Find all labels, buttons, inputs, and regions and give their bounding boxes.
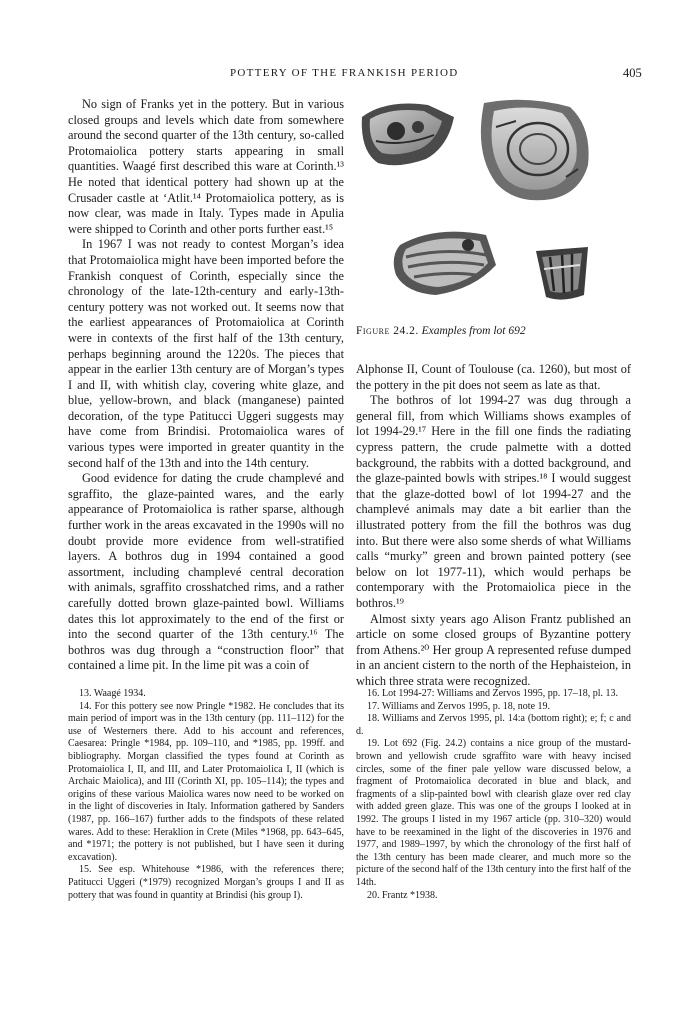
footnote: 16. Lot 1994-27: Williams and Zervos 1995, pp. 17–18, pl. 13. — [367, 688, 619, 699]
paragraph: Good evidence for dating the crude champlevé and sgraffito, the glaze-painted wares, and the early appearance of Protomaiolica is rather sparse, although further work in the areas excavated in the 1990s will no doubt provide more evidence from well-stratified layers. A bothros dug in 1994 contained a good assortment, including champlevé central decoration with animals, sgraffito crosshatched rims, and a rather carefully dotted brown glaze-painted bowl. Williams dates this lot approximately to the end of the first or into the second quarter of the 13th century.¹⁶ The bothros was dug through a “construction floor” that contained a lime pit. In the lime pit was a coin of — [68, 471, 344, 673]
sherd-bottom-right — [536, 247, 588, 300]
footnote: 14. For this pottery see now Pringle *1982. He concludes that its main period of import was in the 13th century (pp. 111–112) for the use of Westerners there. Add to his account and references, Caesarea: Pringle *1984, pp. 109–110, and *1985, pp. 199ff. and bibliography. Morgan classified the types found at Corinth as Protomaiolica I, II, and III, and Later Protomaiolica I, II (which is Archaic Maiolica), and III (Corinth XI, pp. 105–114); the types and origins of these various Maiolica wares now need to be worked on in the light of discoveries in Italy. Information gathered by Sanders (1987, pp. 166–167) further adds to the findspots of these related wares. Add to these: Heraklion in Crete (Miles *1968, pp. 643–645, and *1971; the pottery is not published, but I have seen it during excavation). — [68, 700, 344, 863]
footnote: 15. See esp. Whitehouse *1986, with the references there; Patitucci Uggeri (*1979) recognized Morgan’s groups I and II as pottery that was found in quantity at Brindisi (his group I). — [68, 864, 344, 901]
paragraph: The bothros of lot 1994-27 was dug through a general fill, from which Williams shows examples of lot 1994-29.¹⁷ Here in the fill one finds the radiating cypress pattern, the crude palmette with a dotted background, the rabbits with a dotted background, and the glaze-painted bowls with stripes.¹⁸ I would suggest that the glaze-dotted bowl of lot 1994-27 and the champlevé animals may date a bit earlier than the illustrated pottery from the fill the bothros was dug into. But there were also some sherds of what Williams calls “murky” green and brown painted pottery (see below on lot 1977-11), which would perhaps be contemporary with the Protomaiolica piece in the bothros.¹⁹ — [356, 393, 631, 610]
paragraph: No sign of Franks yet in the pottery. But in various closed groups and levels which date from somewhere around the second quarter of the 13th century, so-called Protomaiolica pottery starts appearing in small quantities. Waagé first described this ware at Corinth.¹³ He noted that identical pottery had shown up at the Crusader castle at ‘Atlit.¹⁴ Protomaiolica pottery, as is now clear, was made in Italy. Types made in Apulia were shipped to Corinth and other ports further east.¹⁵ — [68, 97, 344, 236]
footnote: 20. Frantz *1938. — [367, 889, 438, 901]
figure-pottery-sherds — [356, 97, 631, 337]
footnote: 17. Williams and Zervos 1995, p. 18, note 19. — [367, 700, 551, 712]
sherd-top-left — [362, 104, 454, 166]
paragraph: Alphonse II, Count of Toulouse (ca. 1260), but most of the pottery in the pit does not seem as late as that. — [356, 362, 631, 392]
sherd-bottom-left — [394, 232, 496, 295]
footnote: 19. Lot 692 (Fig. 24.2) contains a nice group of the mustard-brown and yellowish crude sgraffito ware with heavy incised circles, some of the finer pale yellow ware discussed below, a fragment of Protomaiolica decorated in blue and black, and fragments of a slip-painted bowl with clearish glaze over red clay with added green glaze. This was one of the groups I looked at in 1992. The groups I listed in my 1967 article (pp. 310–320) would have to be reexamined in the light of the discoveries in 1976 and 1977, and 1989–1997, by which the chronology of the first half of the 13th century has been made clearer, and much more so the picture of the second half of the 13th century into the first half of the 14th. — [356, 738, 631, 888]
footnote: 18. Williams and Zervos 1995, pl. 14:a (bottom right); e; f; c and d. — [356, 713, 631, 737]
footnotes-left — [68, 688, 344, 902]
paragraph: In 1967 I was not ready to contest Morgan’s idea that Protomaiolica might have been imported before the Frankish conquest of Corinth, especially since the chronology of the late-12th-century and early-13th-century pottery was not worked out. It seems now that the earliest appearances of Protomaiolica at Corinth were in contexts of the first half of the 13th century, perhaps beginning around the 1220s. The pieces that appear in the earlier 13th century are of Morgan’s types I and II, with whitish clay, covering white glaze, and blue, yellow-brown, and black (manganese) painted decoration, of the type Patitucci Uggeri suggests may have come from Brindisi. Protomaiolica wares of various types were imported in greater quantity in the second half of the 13th and into the 14th century. — [68, 237, 344, 470]
sherd-top-right — [481, 100, 589, 200]
paragraph: Almost sixty years ago Alison Frantz published an article on some closed groups of Byzantine pottery from Athens.²⁰ Her group A represented refuse dumped in an ancient cistern to the north of the Hephaisteion, in which three strata were recognized. — [356, 611, 631, 688]
figure-label: Figure 24.2. — [356, 325, 419, 337]
footnote: 13. Waagé 1934. — [79, 688, 146, 699]
page-number: 405 — [623, 66, 642, 80]
figure-caption-text: Examples from lot 692 — [421, 325, 526, 337]
sherds-photo — [356, 97, 631, 322]
left-text-column — [68, 97, 344, 674]
right-text-column — [356, 362, 631, 689]
figure-caption — [356, 325, 631, 337]
running-title: POTTERY OF THE FRANKISH PERIOD — [230, 67, 459, 79]
footnotes-right — [356, 688, 631, 902]
